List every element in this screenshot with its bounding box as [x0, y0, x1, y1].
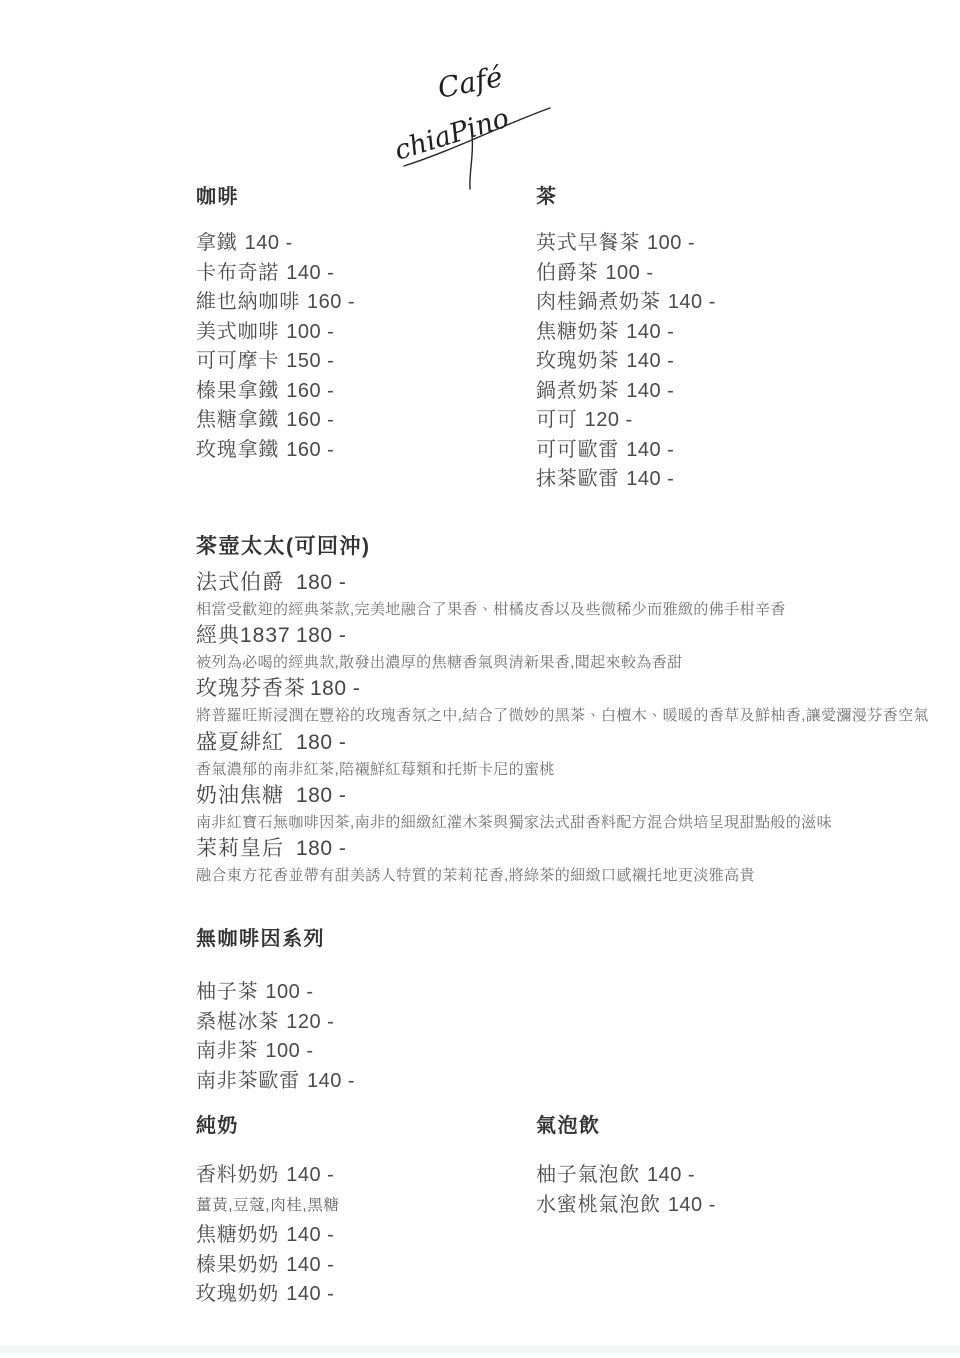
menu-item: [536, 229, 716, 259]
item-price: 140 -: [244, 232, 293, 254]
item-name: 香料奶奶: [196, 1164, 280, 1186]
menu-item-described: [196, 570, 929, 623]
menu-item: [196, 1160, 340, 1190]
menu-item-described: [196, 623, 929, 676]
item-description: 薑黃,豆蔻,肉桂,黑糖: [196, 1197, 340, 1214]
item-price: 100 -: [265, 981, 314, 1003]
item-price: 180 -: [310, 677, 361, 701]
menu-item: [536, 318, 716, 348]
item-price: 180 -: [296, 730, 347, 754]
item-name: 奶油焦糖: [196, 783, 284, 807]
item-price: 140 -: [626, 438, 675, 461]
menu-item: [536, 465, 716, 495]
pot-tea-item-list: [196, 570, 929, 889]
menu-item: [536, 259, 716, 289]
item-price: 140 -: [647, 1164, 696, 1186]
menu-item: [196, 259, 355, 289]
item-price: 140 -: [286, 1164, 335, 1186]
item-name-row: [196, 676, 929, 702]
item-price: 140 -: [626, 320, 675, 343]
section-title-decaf: 無咖啡因系列: [196, 928, 325, 950]
item-name-row: [196, 783, 929, 809]
section-title-coffee: 咖啡: [196, 186, 239, 208]
item-price: 100 -: [647, 232, 696, 254]
item-price: 180 -: [296, 783, 347, 807]
menu-item: [196, 1067, 355, 1097]
item-price: 140 -: [667, 1194, 716, 1216]
item-name: 玫瑰芬香茶: [196, 677, 306, 701]
item-name: 玫瑰奶奶: [196, 1283, 280, 1305]
item-price: 140 -: [286, 1283, 335, 1305]
logo-text-chiapino: chiaPino: [392, 102, 513, 167]
item-description: 相當受歡迎的經典茶款,完美地融合了果香、柑橘皮香以及些微稀少而雅緻的佛手柑辛香: [196, 601, 786, 618]
item-name: 榛果奶奶: [196, 1253, 280, 1276]
menu-item: [196, 1221, 340, 1251]
menu-item: [196, 1280, 340, 1310]
menu-item: [196, 318, 355, 348]
item-name: 抹茶歐雷: [536, 468, 620, 490]
item-price: 160 -: [286, 379, 335, 402]
item-name: 玫瑰奶茶: [536, 350, 620, 372]
menu-item: [196, 288, 355, 318]
item-price: 140 -: [286, 1224, 335, 1246]
tea-item-list: [536, 229, 716, 495]
item-price: 180 -: [296, 624, 347, 648]
cafe-logo: [392, 62, 577, 194]
menu-item: [536, 1160, 716, 1190]
item-name: 美式咖啡: [196, 320, 280, 343]
item-price: 180 -: [296, 836, 347, 860]
section-title-tea: 茶: [536, 186, 558, 208]
menu-item: [196, 1037, 355, 1067]
menu-item-described: [196, 730, 929, 783]
item-name-row: [196, 623, 929, 649]
menu-item: [536, 377, 716, 407]
menu-item: [536, 406, 716, 436]
item-name: 茉莉皇后: [196, 836, 284, 860]
menu-item: [536, 436, 716, 466]
menu-item: [196, 978, 355, 1008]
item-price: 140 -: [626, 350, 675, 372]
item-price: 100 -: [605, 261, 654, 284]
item-description: 被列為必喝的經典款,散發出濃厚的焦糖香氣與清新果香,聞起來較為香甜: [196, 654, 683, 672]
item-name-row: [196, 730, 929, 756]
item-price: 100 -: [265, 1040, 314, 1062]
item-name: 拿鐵: [196, 232, 238, 254]
menu-item: [196, 1251, 340, 1281]
item-name: 鍋煮奶茶: [536, 379, 620, 402]
item-description: 將普羅旺斯浸潤在豐裕的玫瑰香氛之中,結合了微妙的黑茶、白檀木、暖暖的香草及鮮柚香,讓愛瀰漫芬香空氣: [196, 707, 929, 725]
item-name: 玫瑰拿鐵: [196, 438, 280, 461]
item-price: 140 -: [626, 468, 675, 490]
item-name: 法式伯爵: [196, 571, 284, 594]
item-price: 120 -: [584, 409, 633, 431]
item-price: 160 -: [307, 291, 356, 313]
menu-item-described: [196, 676, 929, 729]
menu-item: [536, 288, 716, 318]
item-name: 桑椹冰茶: [196, 1010, 280, 1033]
section-title-sparkling: 氣泡飲: [536, 1115, 601, 1137]
item-name: 卡布奇諾: [196, 261, 280, 284]
item-name: 南非茶歐雷: [196, 1069, 300, 1092]
item-name: 榛果拿鐵: [196, 379, 280, 402]
item-name-row: [196, 836, 929, 862]
section-title-milk: 純奶: [196, 1115, 239, 1137]
item-price: 160 -: [286, 438, 335, 461]
item-name: 可可: [536, 409, 578, 431]
section-title-pot-tea: 茶壺太太(可回沖): [196, 535, 371, 558]
menu-item: [536, 1190, 716, 1220]
item-price: 150 -: [286, 350, 335, 372]
item-price: 140 -: [286, 261, 335, 284]
item-description: 香氣濃郁的南非紅茶,陪襯鮮紅莓類和托斯卡尼的蜜桃: [196, 760, 555, 778]
menu-item: [196, 1008, 355, 1038]
item-name: 焦糖拿鐵: [196, 409, 280, 431]
item-price: 140 -: [286, 1253, 335, 1276]
item-price: 180 -: [296, 571, 347, 594]
item-name: 肉桂鍋煮奶茶: [536, 291, 661, 313]
item-price: 140 -: [626, 379, 675, 402]
decaf-item-list: [196, 978, 355, 1096]
item-name: 水蜜桃氣泡飲: [536, 1194, 661, 1216]
menu-item: [196, 347, 355, 377]
item-name: 維也納咖啡: [196, 291, 300, 313]
item-price: 100 -: [286, 320, 335, 343]
item-name: 柚子氣泡飲: [536, 1164, 640, 1186]
menu-item: [196, 377, 355, 407]
item-name: 柚子茶: [196, 981, 259, 1003]
item-price: 140 -: [667, 291, 716, 313]
item-description: 融合東方花香並帶有甜美誘人特質的茉莉花香,將綠茶的細緻口感襯托地更淡雅高貴: [196, 866, 755, 884]
item-name: 伯爵茶: [536, 261, 599, 284]
menu-item: [536, 347, 716, 377]
item-name: 盛夏緋紅: [196, 730, 284, 754]
milk-item-list: [196, 1160, 340, 1310]
menu-item-described: [196, 783, 929, 836]
item-price: 120 -: [286, 1010, 335, 1033]
menu-item: [196, 406, 355, 436]
item-name: 焦糖奶奶: [196, 1224, 280, 1246]
item-price: 160 -: [286, 409, 335, 431]
menu-item: [196, 229, 355, 259]
item-price: 140 -: [307, 1069, 356, 1092]
item-name: 南非茶: [196, 1040, 259, 1062]
item-name: 可可歐雷: [536, 438, 620, 461]
menu-item-described: [196, 836, 929, 889]
coffee-item-list: [196, 229, 355, 465]
item-name: 焦糖奶茶: [536, 320, 620, 343]
sparkling-item-list: [536, 1160, 716, 1220]
item-name: 可可摩卡: [196, 350, 280, 372]
item-name: 英式早餐茶: [536, 232, 640, 254]
item-name: 經典1837: [196, 624, 291, 648]
logo-text-cafe: Café: [435, 62, 506, 105]
item-description: 南非紅寶石無咖啡因茶,南非的細緻紅灌木茶與獨家法式甜香料配方混合烘培呈現甜點般的滋味: [196, 813, 832, 831]
bottom-edge-strip: [0, 1345, 960, 1353]
menu-item: [196, 436, 355, 466]
item-name-row: [196, 570, 929, 596]
signature-logo-graphic: [392, 62, 577, 194]
